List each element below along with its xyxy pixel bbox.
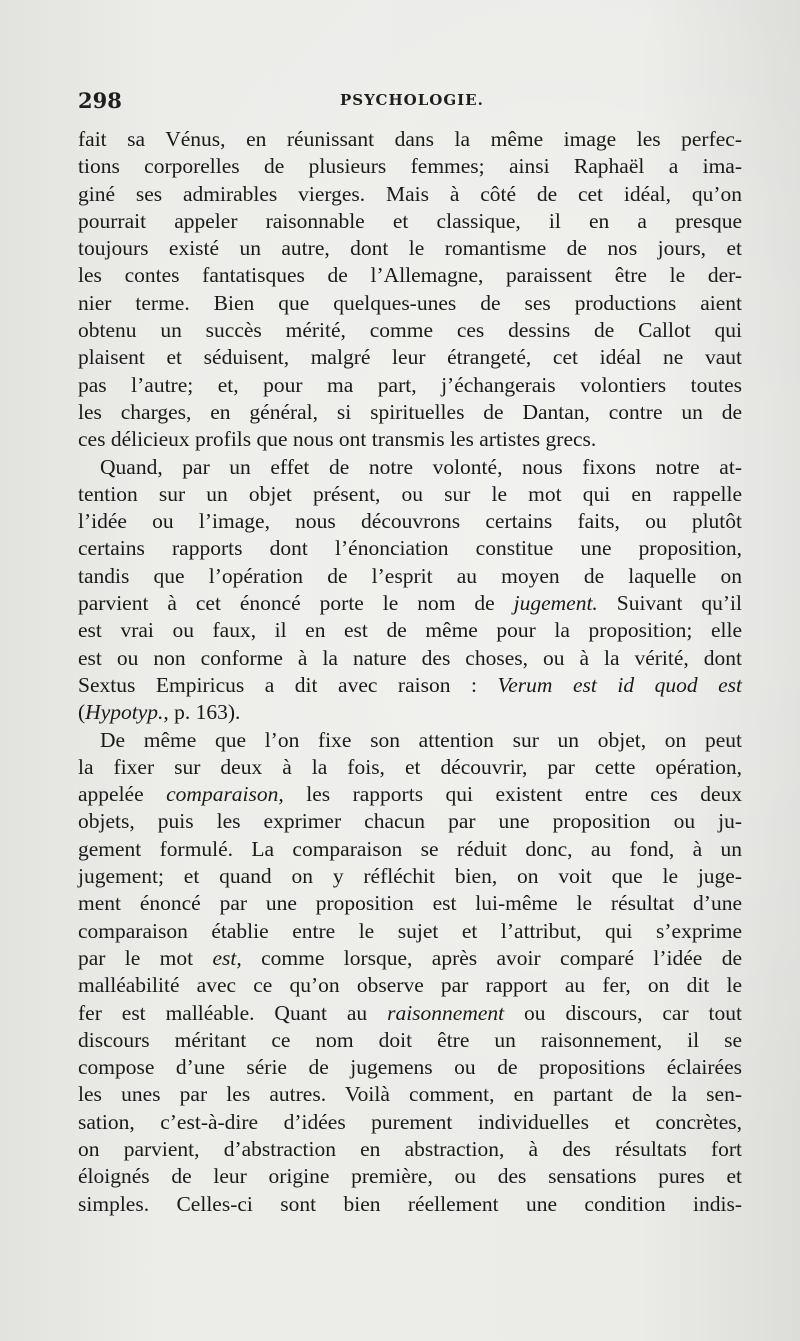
text-line [78,699,742,726]
italic-text: jugement. [513,591,598,616]
page-number: 298 [78,88,122,113]
text-run: comparaison établie entre le sujet et l’attribut, qui s’exprime [78,918,742,943]
text-line [78,426,742,453]
text-run: Suivant qu’il [597,591,742,616]
text-line [78,918,742,945]
text-line [78,372,742,399]
text-line [78,645,742,672]
text-line [78,808,742,835]
text-run: toujours existé un autre, dont le romantisme de nos jours, et [78,236,742,261]
text-line [78,1163,742,1190]
text-run: on parvient, d’abstraction en abstraction, à des résultats fort [78,1136,742,1161]
text-run: compose d’une série de jugemens ou de propositions éclairées [78,1055,742,1080]
italic-text: Hypotyp. [85,700,164,725]
text-run: fait sa Vénus, en réunissant dans la même image les perfec- [78,127,742,151]
running-title: PSYCHOLOGIE. [340,91,484,109]
text-line [78,290,742,317]
text-line [78,1081,742,1108]
text-line [78,972,742,999]
text-run: objets, puis les exprimer chacun par une proposition ou ju- [78,809,742,834]
text-run: malléabilité avec ce qu’on observe par rapport au fer, on dit le [78,973,742,998]
text-run: De même que l’on fixe son attention sur un objet, on peut [100,727,742,752]
text-run: pas l’autre; et, pour ma part, j’échangerais volontiers toutes [78,372,742,397]
text-run: ment énoncé par une proposition est lui-même le résultat d’une [78,891,742,916]
text-run: sation, c’est-à-dire d’idées purement individuelles et concrètes, [78,1109,742,1134]
text-run: ou discours, car tout [504,1000,742,1025]
body-text [78,126,742,1218]
italic-text: est, [212,945,242,970]
italic-text: Verum est id quod est [497,672,742,697]
text-run: parvient à cet énoncé porte le nom de [78,591,514,616]
text-line [78,454,742,481]
text-run: discours méritant ce nom doit être un raisonnement, il se [78,1027,742,1052]
text-line [78,508,742,535]
text-run: , p. 163). [163,700,241,725]
text-line [78,1136,742,1163]
text-run: ces délicieux profils que nous ont transmis les artistes grecs. [78,427,597,452]
text-line [78,153,742,180]
text-run: les rapports qui existent entre ces deux [283,782,742,807]
text-run: éloignés de leur origine première, ou des sensations pures et [78,1164,742,1189]
text-run: nier terme. Bien que quelques-unes de ses productions aient [78,290,742,315]
text-run: tions corporelles de plusieurs femmes; ainsi Raphaël a ima- [78,154,742,179]
text-line [78,481,742,508]
text-run: comme lorsque, après avoir comparé l’idée de [241,945,743,970]
text-run: obtenu un succès mérité, comme ces dessins de Callot qui [78,318,742,343]
text-run: giné ses admirables vierges. Mais à côté de cet idéal, qu’on [78,181,742,206]
text-run: plaisent et séduisent, malgré leur étrangeté, cet idéal ne vaut [78,345,742,370]
text-run: Sextus Empiricus a dit avec raison : [78,672,498,697]
text-line [78,1191,742,1218]
text-line [78,781,742,808]
text-line [78,945,742,972]
text-line [78,617,742,644]
italic-text: raisonnement [387,1000,505,1025]
text-run: les contes fantatisques de l’Allemagne, paraissent être le der- [78,263,742,288]
text-run: l’idée ou l’image, nous découvrons certains faits, ou plutôt [78,509,742,534]
text-line [78,208,742,235]
text-run: tandis que l’opération de l’esprit au moyen de laquelle on [78,563,742,588]
text-line [78,262,742,289]
text-line [78,890,742,917]
text-line [78,235,742,262]
text-run: certains rapports dont l’énonciation constitue une proposition, [78,536,742,561]
text-line [78,727,742,754]
text-run: est ou non conforme à la nature des choses, ou à la vérité, dont [78,645,742,670]
text-line [78,535,742,562]
text-run: est vrai ou faux, il en est de même pour la proposition; elle [78,618,742,643]
text-line [78,1054,742,1081]
text-run: Quand, par un effet de notre volonté, nous fixons notre at- [100,454,742,479]
text-run: fer est malléable. Quant au [78,1000,388,1025]
text-line [78,563,742,590]
text-run: par le mot [78,945,213,970]
text-line [78,672,742,699]
text-run: tention sur un objet présent, ou sur le mot qui en rappelle [78,481,742,506]
text-line [78,863,742,890]
text-run: simples. Celles-ci sont bien réellement une condition indis- [78,1191,742,1216]
text-line [78,1109,742,1136]
text-line [78,1027,742,1054]
text-line [78,181,742,208]
text-run: gement formulé. La comparaison se réduit donc, au fond, à un [78,836,742,861]
text-run: la fixer sur deux à la fois, et découvrir, par cette opération, [78,754,742,779]
text-line [78,344,742,371]
text-run: pourrait appeler raisonnable et classique, il en a presque [78,208,742,233]
italic-text: comparaison, [166,782,284,807]
text-run: appelée [78,782,167,807]
text-run: jugement; et quand on y réfléchit bien, on voit que le juge- [78,864,742,889]
text-line [78,317,742,344]
text-run: les unes par les autres. Voilà comment, en partant de la sen- [78,1082,742,1107]
text-line [78,1000,742,1027]
running-head [78,88,742,116]
text-line [78,126,742,153]
text-line [78,590,742,617]
text-line [78,836,742,863]
text-line [78,399,742,426]
text-run: ( [78,700,86,725]
text-line [78,754,742,781]
text-run: les charges, en général, si spirituelles de Dantan, contre un de [78,399,742,424]
